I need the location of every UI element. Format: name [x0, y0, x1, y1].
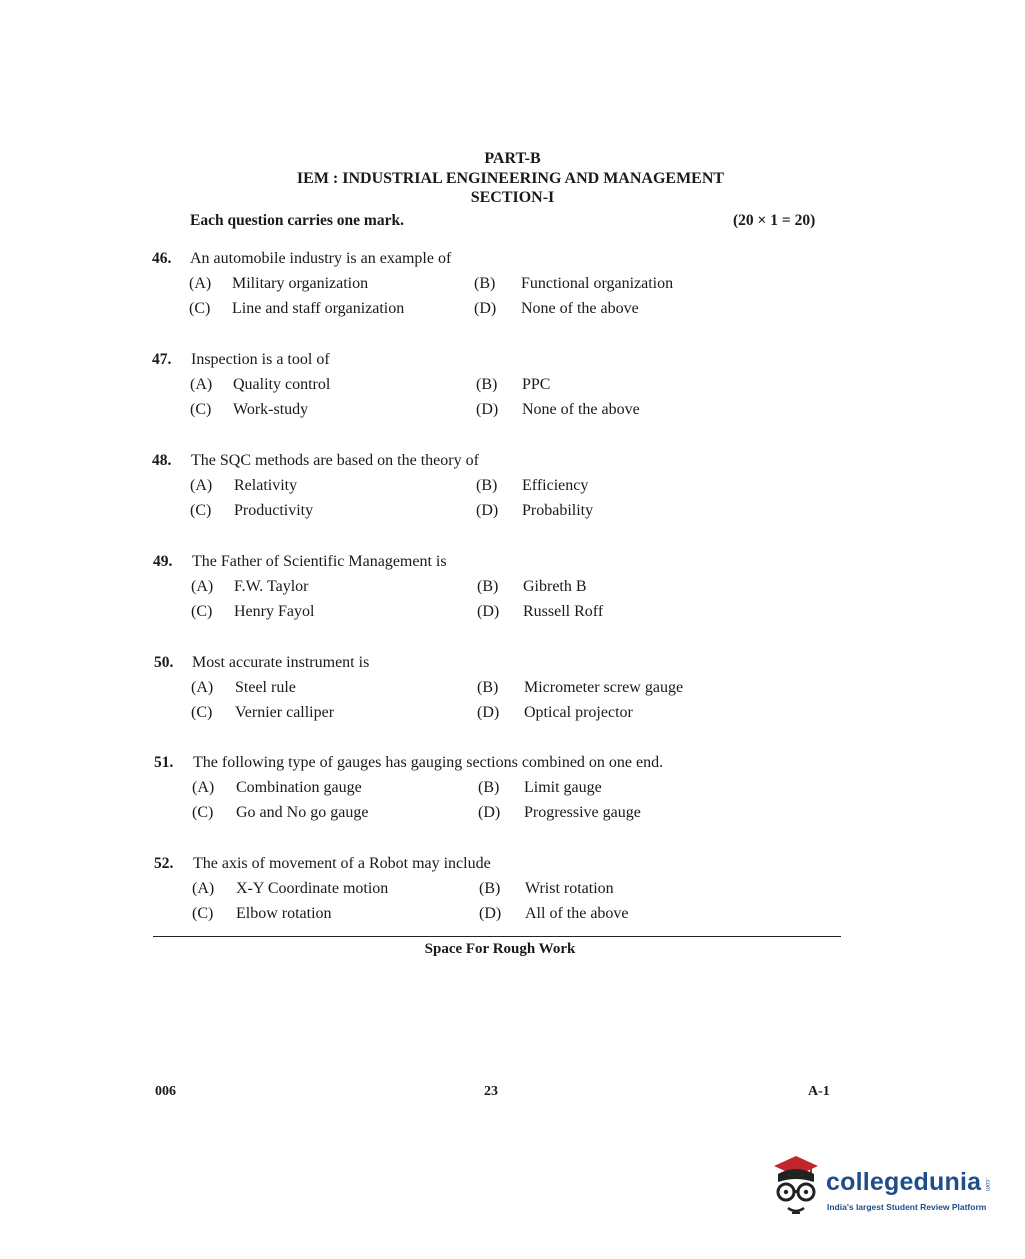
collegedunia-logo — [766, 1152, 996, 1222]
option-b-text: PPC — [522, 376, 551, 393]
option-a-label: (A) — [190, 376, 213, 393]
option-d-label: (D) — [476, 401, 499, 418]
option-d-label: (D) — [477, 704, 500, 721]
question-number: 51. — [154, 754, 174, 771]
option-a-label: (A) — [192, 880, 215, 897]
option-c-label: (C) — [191, 704, 213, 721]
option-b-label: (B) — [476, 477, 498, 494]
logo-wordmark: collegedunia — [826, 1168, 982, 1196]
option-a-text: Relativity — [234, 477, 298, 494]
option-b-label: (B) — [478, 779, 500, 796]
question-number: 52. — [154, 855, 174, 872]
option-b-label: (B) — [479, 880, 501, 897]
option-c-label: (C) — [190, 401, 212, 418]
option-d-label: (D) — [476, 502, 499, 519]
option-c-label: (C) — [191, 603, 213, 620]
section-heading: SECTION-I — [470, 189, 555, 206]
question-number: 50. — [154, 654, 174, 671]
option-a-text: Military organization — [232, 275, 369, 292]
option-c-text: Vernier calliper — [235, 704, 335, 721]
option-b-text: Limit gauge — [524, 779, 602, 796]
question-number: 49. — [153, 553, 173, 570]
option-d-text: Optical projector — [524, 704, 633, 721]
option-a-label: (A) — [192, 779, 215, 796]
option-b-label: (B) — [474, 275, 496, 292]
logo-suffix: .com — [984, 1178, 990, 1192]
option-d-text: All of the above — [525, 905, 629, 922]
mascot-icon — [766, 1152, 826, 1222]
option-b-text: Efficiency — [522, 477, 589, 494]
option-c-label: (C) — [192, 905, 214, 922]
footer-divider — [153, 936, 841, 937]
option-c-text: Henry Fayol — [234, 603, 315, 620]
option-a-text: Combination gauge — [236, 779, 362, 796]
question-text: The following type of gauges has gauging sections combined on one end. — [193, 754, 664, 771]
option-c-text: Elbow rotation — [236, 905, 332, 922]
question-text: Most accurate instrument is — [192, 654, 370, 671]
instruction-text: Each question carries one mark. — [190, 212, 404, 229]
option-c-text: Go and No go gauge — [236, 804, 369, 821]
option-b-text: Wrist rotation — [525, 880, 614, 897]
question-number: 48. — [152, 452, 172, 469]
option-a-text: F.W. Taylor — [234, 578, 309, 595]
option-a-label: (A) — [191, 578, 214, 595]
option-d-text: None of the above — [522, 401, 640, 418]
option-b-label: (B) — [477, 578, 499, 595]
option-a-label: (A) — [190, 477, 213, 494]
option-b-label: (B) — [477, 679, 499, 696]
logo-tagline: India's largest Student Review Platform — [827, 1202, 987, 1212]
option-b-text: Functional organization — [521, 275, 674, 292]
set-code: A-1 — [808, 1084, 830, 1099]
option-a-label: (A) — [189, 275, 212, 292]
paper-code: 006 — [155, 1084, 176, 1099]
option-c-text: Line and staff organization — [232, 300, 405, 317]
option-b-text: Micrometer screw gauge — [524, 679, 684, 696]
option-b-text: Gibreth B — [523, 578, 587, 595]
option-d-label: (D) — [474, 300, 497, 317]
option-b-label: (B) — [476, 376, 498, 393]
option-d-text: Probability — [522, 502, 594, 519]
option-a-label: (A) — [191, 679, 214, 696]
option-a-text: Steel rule — [235, 679, 296, 696]
option-d-label: (D) — [478, 804, 501, 821]
part-heading: PART-B — [484, 150, 541, 167]
option-c-text: Work-study — [233, 401, 309, 418]
marks-text: (20 × 1 = 20) — [733, 212, 816, 229]
subject-heading: IEM : INDUSTRIAL ENGINEERING AND MANAGEMENT — [296, 170, 725, 187]
question-text: The SQC methods are based on the theory of — [191, 452, 479, 469]
option-d-text: None of the above — [521, 300, 639, 317]
option-c-label: (C) — [192, 804, 214, 821]
rough-work-label: Space For Rough Work — [424, 941, 576, 957]
option-c-label: (C) — [190, 502, 212, 519]
question-number: 47. — [152, 351, 172, 368]
option-a-text: X-Y Coordinate motion — [236, 880, 389, 897]
option-c-text: Productivity — [234, 502, 314, 519]
option-d-label: (D) — [477, 603, 500, 620]
question-text: Inspection is a tool of — [191, 351, 330, 368]
option-c-label: (C) — [189, 300, 211, 317]
question-text: The axis of movement of a Robot may include — [193, 855, 491, 872]
question-number: 46. — [152, 250, 172, 267]
option-d-text: Russell Roff — [523, 603, 604, 620]
option-a-text: Quality control — [233, 376, 331, 393]
question-text: The Father of Scientific Management is — [192, 553, 447, 570]
page-number: 23 — [484, 1084, 498, 1099]
question-text: An automobile industry is an example of — [190, 250, 452, 267]
option-d-label: (D) — [479, 905, 502, 922]
option-d-text: Progressive gauge — [524, 804, 641, 821]
